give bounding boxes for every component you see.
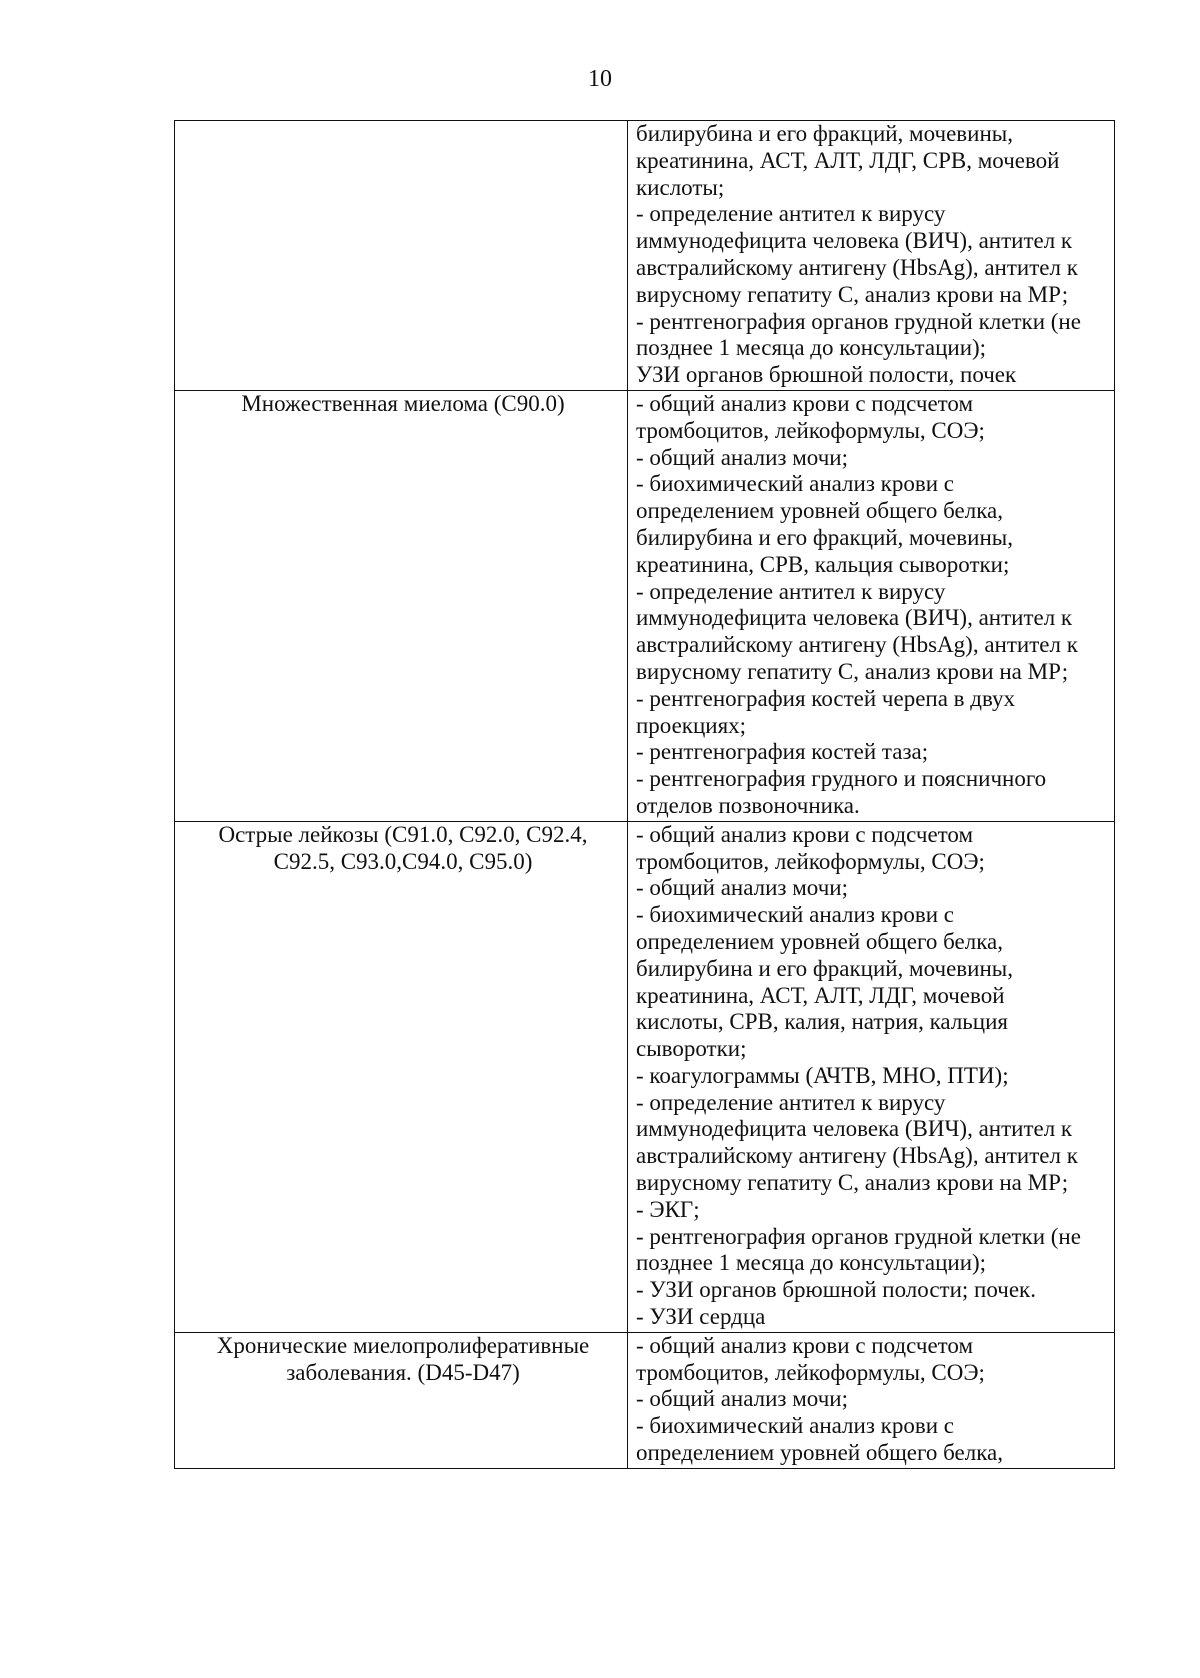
diagnosis-line: заболевания. (D45-D47) [286, 1359, 520, 1385]
test-line: - определение антител к вирусу [636, 201, 946, 227]
test-line: австралийскому антигену (HbsAg), антител к [636, 254, 1078, 280]
diagnosis-line: Множественная миелома (С90.0) [241, 390, 565, 416]
test-line: - общий анализ крови с подсчетом [636, 821, 974, 847]
table-row [175, 390, 1115, 821]
test-line: сыворотки; [636, 1036, 747, 1062]
page-number: 10 [588, 66, 612, 92]
test-line: билирубина и его фракций, мочевины, [636, 524, 1013, 550]
test-line: кислоты, СРВ, калия, натрия, кальция [636, 1009, 1008, 1035]
test-line: тромбоцитов, лейкоформулы, СОЭ; [636, 417, 985, 443]
test-line: - определение антител к вирусу [636, 578, 946, 604]
test-line: УЗИ органов брюшной полости, почек [636, 362, 1017, 388]
test-line: тромбоцитов, лейкоформулы, СОЭ; [636, 848, 985, 874]
diagnosis-cell [175, 121, 628, 391]
diagnosis-line: С92.5, С93.0,С94.0, С95.0) [273, 848, 533, 874]
test-line: - рентгенография органов грудной клетки (не [636, 1223, 1081, 1249]
test-line: - общий анализ мочи; [636, 444, 848, 470]
test-line: иммунодефицита человека (ВИЧ), антител к [636, 1116, 1073, 1142]
test-line: - биохимический анализ крови с [636, 902, 954, 928]
test-line: отделов позвоночника. [636, 792, 860, 818]
test-line: определением уровней общего белка, [636, 928, 1003, 954]
test-line: - общий анализ мочи; [636, 875, 848, 901]
test-line: - рентгенография костей черепа в двух [636, 685, 1016, 711]
diagnosis-cell [175, 1332, 628, 1468]
test-line: тромбоцитов, лейкоформулы, СОЭ; [636, 1359, 985, 1385]
test-line: определением уровней общего белка, [636, 1440, 1003, 1466]
tests-cell [628, 121, 1115, 391]
diagnosis-line: Острые лейкозы (С91.0, С92.0, С92.4, [218, 821, 588, 847]
test-line: кислоты; [636, 174, 725, 200]
test-line: - общий анализ мочи; [636, 1386, 848, 1412]
diagnosis-cell [175, 390, 628, 821]
test-line: вирусному гепатиту С, анализ крови на МР; [636, 1170, 1069, 1196]
tests-cell [628, 1332, 1115, 1468]
diagnosis-cell [175, 821, 628, 1332]
test-line: вирусному гепатиту С, анализ крови на МР; [636, 281, 1069, 307]
test-line: вирусному гепатиту С, анализ крови на МР; [636, 658, 1069, 684]
tests-cell [628, 390, 1115, 821]
test-line: проекциях; [636, 712, 747, 738]
tests-cell [628, 821, 1115, 1332]
test-line: иммунодефицита человека (ВИЧ), антител к [636, 605, 1073, 631]
test-line: - биохимический анализ крови с [636, 1413, 954, 1439]
table-row [175, 821, 1115, 1332]
test-line: креатинина, АСТ, АЛТ, ЛДГ, мочевой [636, 982, 1005, 1008]
test-line: - коагулограммы (АЧТВ, МНО, ПТИ); [636, 1062, 1009, 1088]
test-line: - УЗИ органов брюшной полости; почек. [636, 1277, 1036, 1303]
test-line: креатинина, СРВ, кальция сыворотки; [636, 551, 1010, 577]
test-line: - УЗИ сердца [636, 1304, 766, 1330]
test-line: определением уровней общего белка, [636, 498, 1003, 524]
test-line: билирубина и его фракций, мочевины, [636, 121, 1013, 146]
test-line: - общий анализ крови с подсчетом [636, 1332, 974, 1358]
test-line: - биохимический анализ крови с [636, 471, 954, 497]
examination-table [174, 120, 1115, 1469]
test-line: - общий анализ крови с подсчетом [636, 390, 974, 416]
test-line: иммунодефицита человека (ВИЧ), антител к [636, 228, 1073, 254]
table-row [175, 1332, 1115, 1468]
test-line: позднее 1 месяца до консультации); [636, 1250, 987, 1276]
test-line: билирубина и его фракций, мочевины, [636, 955, 1013, 981]
diagnosis-line: Хронические миелопролиферативные [216, 1332, 590, 1358]
table-row [175, 121, 1115, 391]
test-line: креатинина, АСТ, АЛТ, ЛДГ, СРВ, мочевой [636, 147, 1060, 173]
test-line: австралийскому антигену (HbsAg), антител к [636, 632, 1078, 658]
test-line: - рентгенография костей таза; [636, 739, 929, 765]
test-line: позднее 1 месяца до консультации); [636, 335, 987, 361]
test-line: - ЭКГ; [636, 1196, 700, 1222]
test-line: австралийскому антигену (HbsAg), антител к [636, 1143, 1078, 1169]
test-line: - рентгенография грудного и поясничного [636, 766, 1047, 792]
examination-table-body [175, 121, 1115, 1469]
test-line: - рентгенография органов грудной клетки (не [636, 308, 1081, 334]
test-line: - определение антител к вирусу [636, 1089, 946, 1115]
